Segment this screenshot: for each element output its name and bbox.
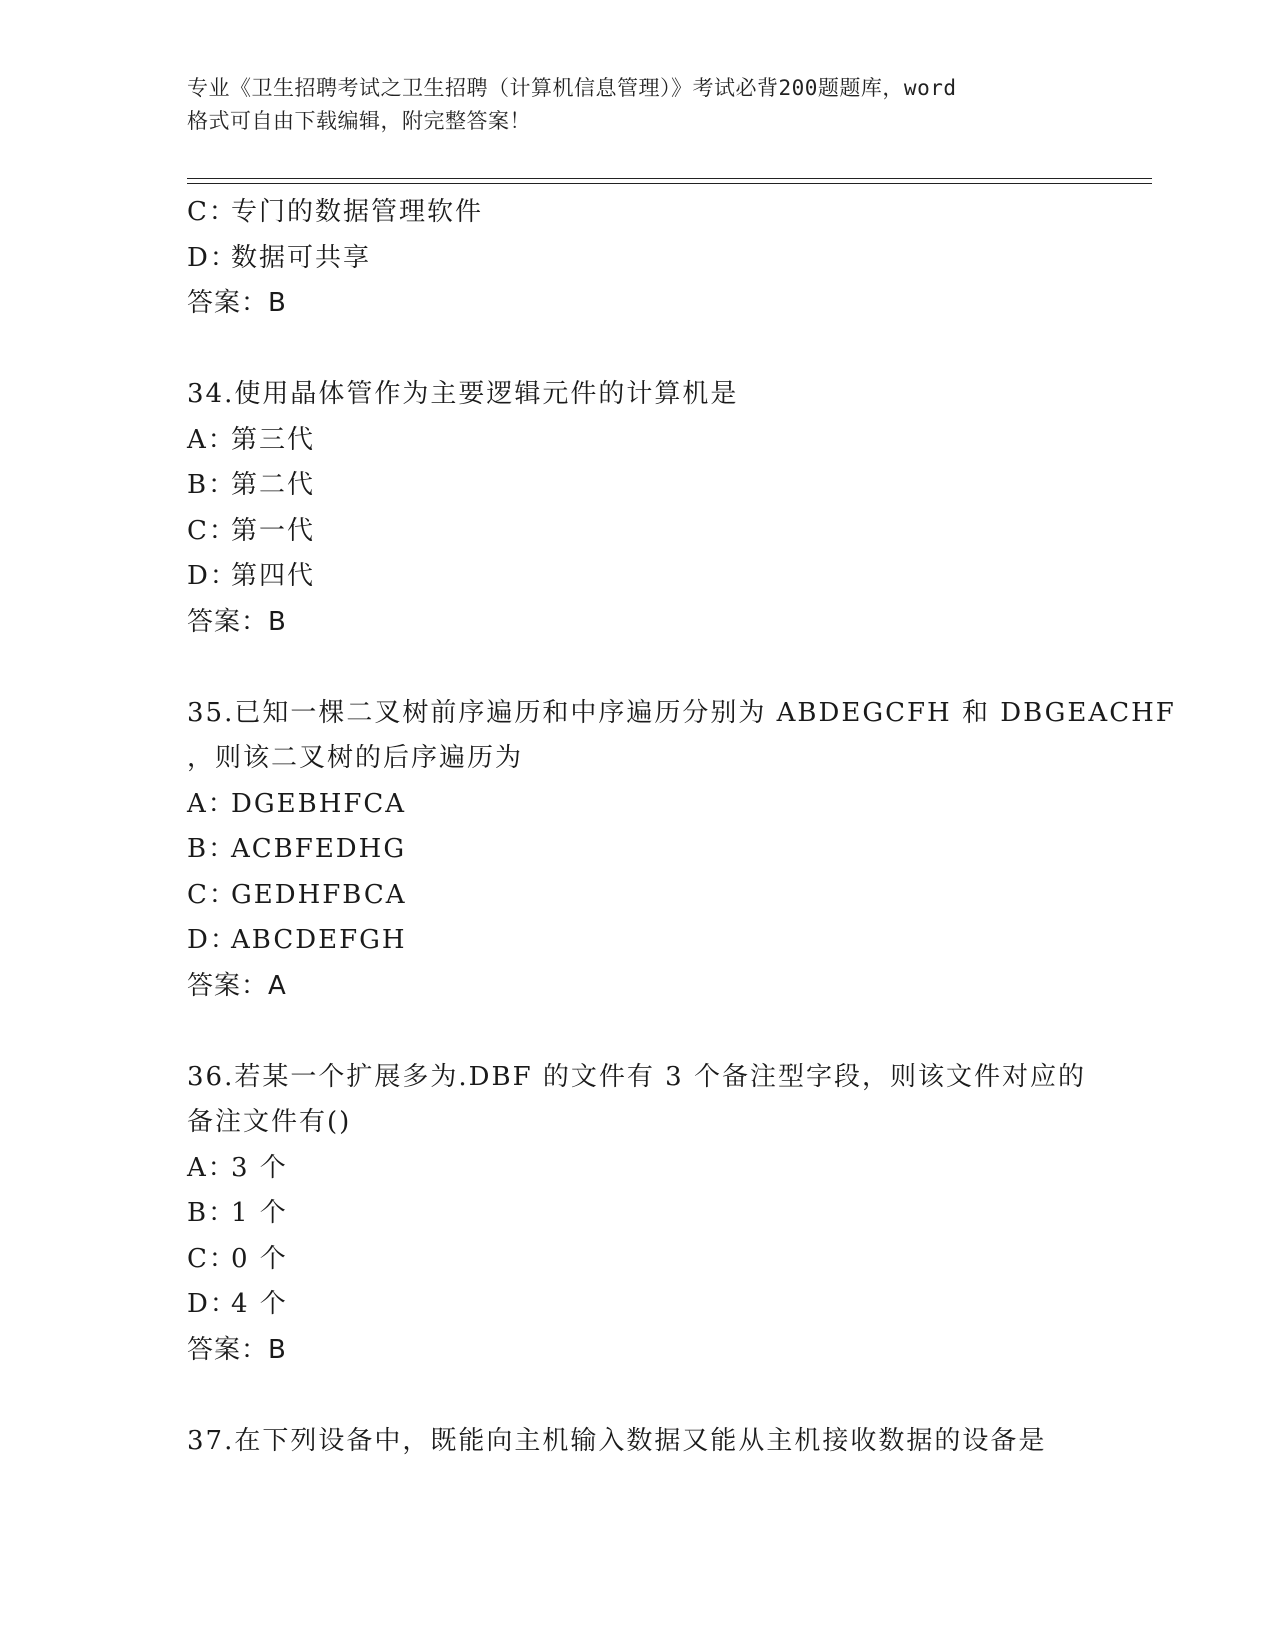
question-stem: 36.若某一个扩展多为.DBF 的文件有 3 个备注型字段，则该文件对应的 <box>187 1061 1086 1092</box>
option-label: C： <box>187 515 237 546</box>
option-label: A： <box>187 1152 236 1183</box>
option-text: 第一代 <box>231 515 316 546</box>
option-text: 1 个 <box>231 1198 288 1228</box>
question-stem-cont: 备注文件有() <box>187 1107 352 1137</box>
option-c <box>187 873 1152 919</box>
option-d <box>187 918 1152 964</box>
option-c <box>187 1237 1152 1283</box>
option-text: DGEBHFCA <box>231 788 407 819</box>
option-b <box>187 463 1152 509</box>
document-header <box>187 72 1087 138</box>
option-a <box>187 418 1152 464</box>
option-c <box>187 190 1152 236</box>
option-text: 第二代 <box>231 470 316 500</box>
option-b <box>187 827 1152 873</box>
spacer <box>187 1373 1152 1419</box>
option-text: GEDHFBCA <box>231 879 407 910</box>
option-d <box>187 1282 1152 1328</box>
header-divider-top <box>187 178 1152 179</box>
question-stem: 34.使用晶体管作为主要逻辑元件的计算机是 <box>187 379 739 409</box>
option-label: B： <box>187 834 237 864</box>
answer-line: 答案：B <box>187 1334 287 1365</box>
question-37 <box>187 1419 1152 1465</box>
option-text: 4 个 <box>231 1289 288 1319</box>
question-35 <box>187 691 1176 1010</box>
option-text: 第三代 <box>231 424 316 455</box>
option-text: 数据可共享 <box>231 242 372 273</box>
option-label: D： <box>187 1289 238 1319</box>
question-36 <box>187 1055 1152 1374</box>
header-line-1: 专业《卫生招聘考试之卫生招聘（计算机信息管理）》考试必背200题题库，word <box>187 76 957 100</box>
spacer <box>187 1009 1152 1055</box>
answer-line: 答案：B <box>187 606 287 637</box>
option-label: D： <box>187 925 238 955</box>
header-line-2: 格式可自由下载编辑，附完整答案！ <box>187 109 531 133</box>
option-label: A： <box>187 788 236 819</box>
option-d <box>187 554 1152 600</box>
option-text: 3 个 <box>231 1152 288 1183</box>
option-text: 专门的数据管理软件 <box>231 197 484 227</box>
option-d <box>187 236 1152 282</box>
option-label: C： <box>187 879 237 910</box>
option-text: 第四代 <box>231 561 316 591</box>
option-label: D： <box>187 242 238 273</box>
option-label: D： <box>187 561 238 591</box>
question-stem-cont: ，则该二叉树的后序遍历为 <box>187 743 524 773</box>
spacer <box>187 327 1152 373</box>
spacer <box>187 645 1152 691</box>
question-stem: 37.在下列设备中，既能向主机输入数据又能从主机接收数据的设备是 <box>187 1425 1047 1456</box>
option-b <box>187 1191 1152 1237</box>
option-c <box>187 509 1152 555</box>
header-divider-bottom <box>187 183 1152 184</box>
question-list <box>187 190 1176 1464</box>
option-text: 0 个 <box>231 1243 288 1274</box>
option-label: B： <box>187 470 237 500</box>
option-label: A： <box>187 424 236 455</box>
option-label: C： <box>187 197 237 227</box>
question-stem: 35.已知一棵二叉树前序遍历和中序遍历分别为 ABDEGCFH 和 DBGEACHF <box>187 697 1176 728</box>
option-text: ABCDEFGH <box>231 925 407 955</box>
option-label: C： <box>187 1243 237 1274</box>
option-a <box>187 1146 1152 1192</box>
answer-line: 答案：B <box>187 288 287 318</box>
answer-line: 答案：A <box>187 970 287 1001</box>
question-33-tail <box>187 190 1152 327</box>
option-a <box>187 782 1152 828</box>
option-text: ACBFEDHG <box>231 834 407 864</box>
question-34 <box>187 372 1152 645</box>
option-label: B： <box>187 1198 237 1228</box>
